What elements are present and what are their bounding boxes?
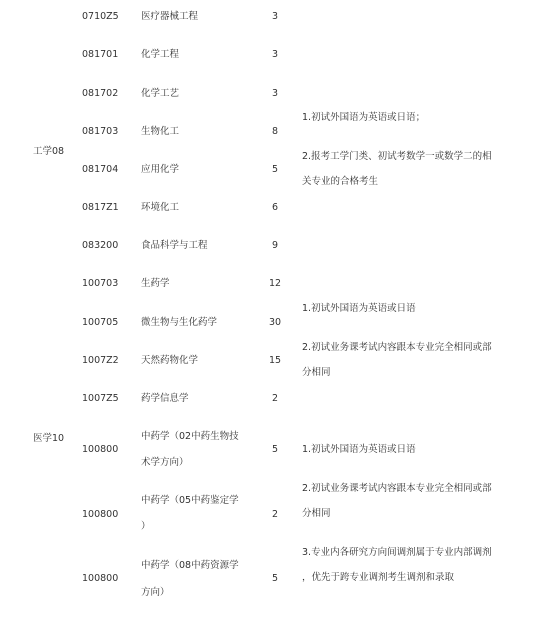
major-name-line2: 术学方向） — [141, 457, 189, 468]
quota-count: 5 — [271, 164, 279, 175]
major-code: 100800 — [82, 573, 119, 584]
major-name: 生药学 — [141, 278, 170, 289]
major-code: 100800 — [82, 509, 119, 520]
major-name: 应用化学 — [141, 164, 180, 175]
quota-count: 3 — [271, 49, 279, 60]
major-code: 081701 — [82, 49, 119, 60]
major-name: 食品科学与工程 — [141, 240, 208, 251]
quota-count: 9 — [271, 240, 279, 251]
quota-count: 6 — [271, 202, 279, 213]
major-name: 化学工艺 — [141, 88, 180, 99]
major-name-line2: 方向） — [141, 587, 170, 598]
quota-count: 30 — [268, 317, 282, 328]
major-name: 化学工程 — [141, 49, 180, 60]
major-name: 环境化工 — [141, 202, 180, 213]
note-line: 分相同 — [302, 367, 331, 378]
quota-count: 2 — [271, 393, 279, 404]
note-line: ，优先于跨专业调剂考生调剂和录取 — [302, 572, 455, 583]
note-line: 1.初试外国语为英语或日语 — [302, 303, 416, 314]
major-name-line1: 中药学（05中药鉴定学 — [141, 495, 239, 506]
note-line: 1.初试外国语为英语或日语 — [302, 444, 416, 455]
major-code: 100703 — [82, 278, 119, 289]
major-name-line2: ） — [141, 521, 151, 532]
quota-count: 3 — [271, 11, 279, 22]
major-code: 1007Z5 — [82, 393, 119, 404]
category-medicine: 医学10 — [33, 433, 65, 444]
quota-count: 3 — [271, 88, 279, 99]
major-code: 081704 — [82, 164, 119, 175]
quota-count: 8 — [271, 126, 279, 137]
quota-count: 15 — [268, 355, 282, 366]
major-code: 100800 — [82, 444, 119, 455]
quota-count: 5 — [271, 444, 279, 455]
major-code: 081702 — [82, 88, 119, 99]
major-name: 医疗器械工程 — [141, 11, 199, 22]
note-line: 2.报考工学门类、初试考数学一或数学二的相 — [302, 151, 492, 162]
major-name-line1: 中药学（02中药生物技 — [141, 431, 239, 442]
major-name: 生物化工 — [141, 126, 180, 137]
major-code: 1007Z2 — [82, 355, 119, 366]
note-line: 2.初试业务课考试内容跟本专业完全相同或部 — [302, 483, 492, 494]
quota-count: 5 — [271, 573, 279, 584]
major-name: 药学信息学 — [141, 393, 189, 404]
note-line: 1.初试外国语为英语或日语； — [302, 112, 426, 123]
note-line: 分相同 — [302, 508, 331, 519]
note-line: 2.初试业务课考试内容跟本专业完全相同或部 — [302, 342, 492, 353]
quota-count: 12 — [268, 278, 282, 289]
quota-count: 2 — [271, 509, 279, 520]
major-code: 083200 — [82, 240, 119, 251]
major-name: 微生物与生化药学 — [141, 317, 218, 328]
major-code: 0710Z5 — [82, 11, 119, 22]
major-name-line1: 中药学（08中药资源学 — [141, 560, 239, 571]
note-line: 3.专业内各研究方向间调剂属于专业内部调剂 — [302, 547, 492, 558]
note-line: 关专业的合格考生 — [302, 176, 379, 187]
major-code: 100705 — [82, 317, 119, 328]
category-engineering: 工学08 — [33, 146, 65, 157]
major-name: 天然药物化学 — [141, 355, 199, 366]
major-code: 081703 — [82, 126, 119, 137]
major-code: 0817Z1 — [82, 202, 119, 213]
